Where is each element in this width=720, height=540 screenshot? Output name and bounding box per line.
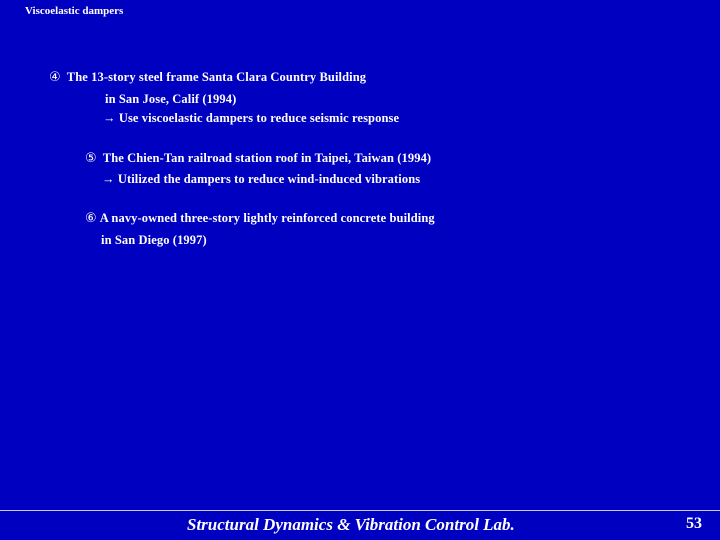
slide-title: Viscoelastic dampers (25, 5, 124, 17)
item-6-number: ⑥ (85, 211, 97, 226)
item-4-line3: → Use viscoelastic dampers to reduce seismic response (103, 111, 400, 125)
page-number: 53 (686, 515, 702, 532)
item-6-text: A navy-owned three-story lightly reinforced concrete building (99, 211, 435, 225)
item-4-line1 (49, 70, 366, 85)
item-6-line1 (85, 211, 435, 226)
footer-lab-name: Structural Dynamics & Vibration Control Lab. (187, 515, 515, 534)
item-4-number: ④ (49, 70, 61, 85)
footer-divider (0, 510, 720, 511)
item-5-number: ⑤ (85, 151, 97, 166)
item-5-line2: → Utilized the dampers to reduce wind-induced vibrations (102, 172, 421, 186)
item-5-line1 (85, 151, 431, 166)
item-4-text: The 13-story steel frame Santa Clara Country Building (66, 70, 367, 84)
item-4-line2: in San Jose, Calif (1994) (105, 92, 237, 106)
item-6-line2: in San Diego (1997) (101, 233, 207, 247)
item-5-text: The Chien-Tan railroad station roof in Taipei, Taiwan (1994) (102, 151, 432, 165)
